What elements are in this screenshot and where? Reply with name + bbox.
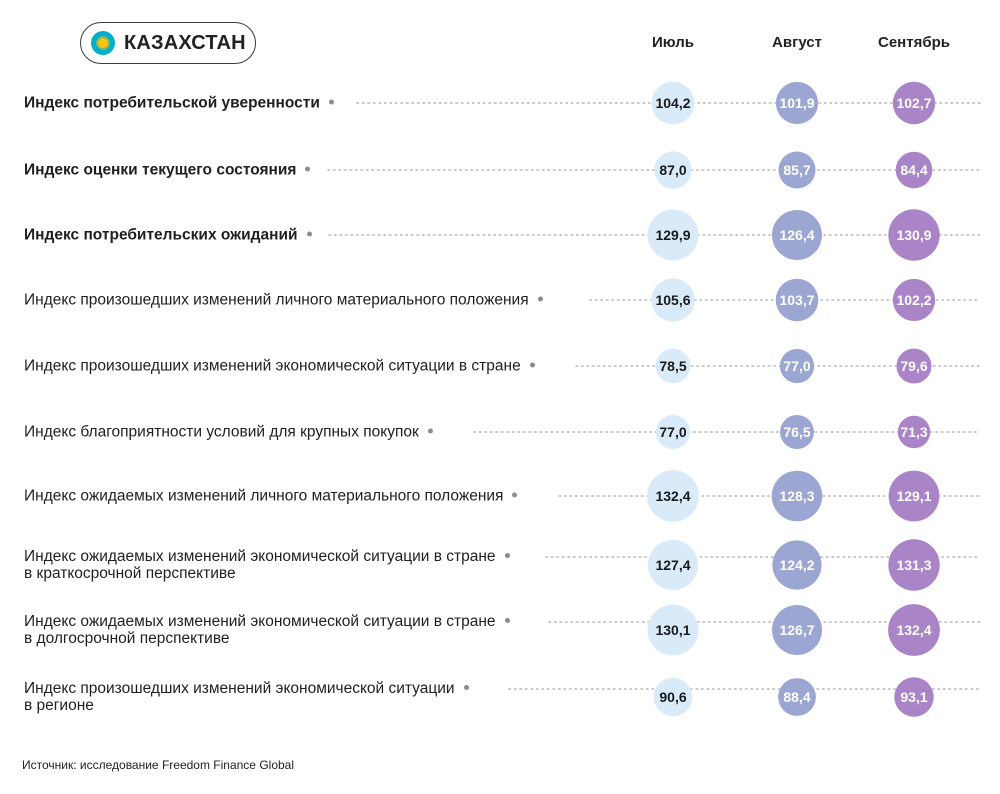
value-label: 130,9 [896,227,932,243]
row-label-line: Индекс ожидаемых изменений экономической ситуации в стране [24,613,496,630]
value-label: 76,5 [783,424,811,440]
row-label-line: Индекс ожидаемых изменений экономической ситуации в стране [24,548,496,565]
row-label-line: Индекс потребительской уверенности [24,94,320,112]
value-label: 124,2 [779,557,815,573]
row-label-line: в долгосрочной перспективе [24,630,230,647]
value-label: 77,0 [659,424,687,440]
value-label: 84,4 [900,162,928,178]
value-label: 126,4 [779,227,815,243]
value-label: 128,3 [779,488,815,504]
value-label: 79,6 [900,358,928,374]
source-note: Источник: исследование Freedom Finance Global [22,758,295,772]
value-label: 132,4 [655,488,691,504]
row-label-line: Индекс произошедших изменений личного материального положения [24,291,529,309]
value-label: 129,9 [655,227,691,243]
row-label-line: Индекс благоприятности условий для крупных покупок [24,423,419,441]
value-label: 103,7 [779,292,815,308]
value-label: 105,6 [655,292,691,308]
row-label-line: в регионе [24,697,94,714]
value-label: 77,0 [783,358,811,374]
row-label-line: Индекс оценки текущего состояния [24,161,297,179]
value-label: 71,3 [900,424,928,440]
value-label: 78,5 [659,358,687,374]
column-header: Июль [652,34,694,51]
value-label: 130,1 [655,622,691,638]
value-label: 104,2 [655,95,691,111]
country-name: КАЗАХСТАН [124,31,246,54]
value-label: 129,1 [896,488,932,504]
value-label: 101,9 [779,95,815,111]
value-label: 93,1 [900,689,928,705]
value-label: 132,4 [896,622,932,638]
row-label-line: Индекс произошедших изменений экономической ситуации [24,680,455,697]
row-label-line: Индекс ожидаемых изменений личного материального положения [24,487,504,505]
column-header: Август [772,34,822,51]
value-label: 127,4 [655,557,691,573]
value-label: 87,0 [659,162,687,178]
row-label-line: в краткосрочной перспективе [24,565,236,582]
value-label: 131,3 [896,557,932,573]
value-label: 126,7 [779,622,815,638]
value-label: 85,7 [783,162,811,178]
row-label-line: Индекс произошедших изменений экономической ситуации в стране [24,357,521,375]
row-label-line: Индекс потребительских ожиданий [24,226,298,244]
value-label: 88,4 [783,689,811,705]
value-label: 102,2 [896,292,932,308]
value-label: 102,7 [896,95,932,111]
column-header: Сентябрь [878,34,950,51]
value-label: 90,6 [659,689,687,705]
